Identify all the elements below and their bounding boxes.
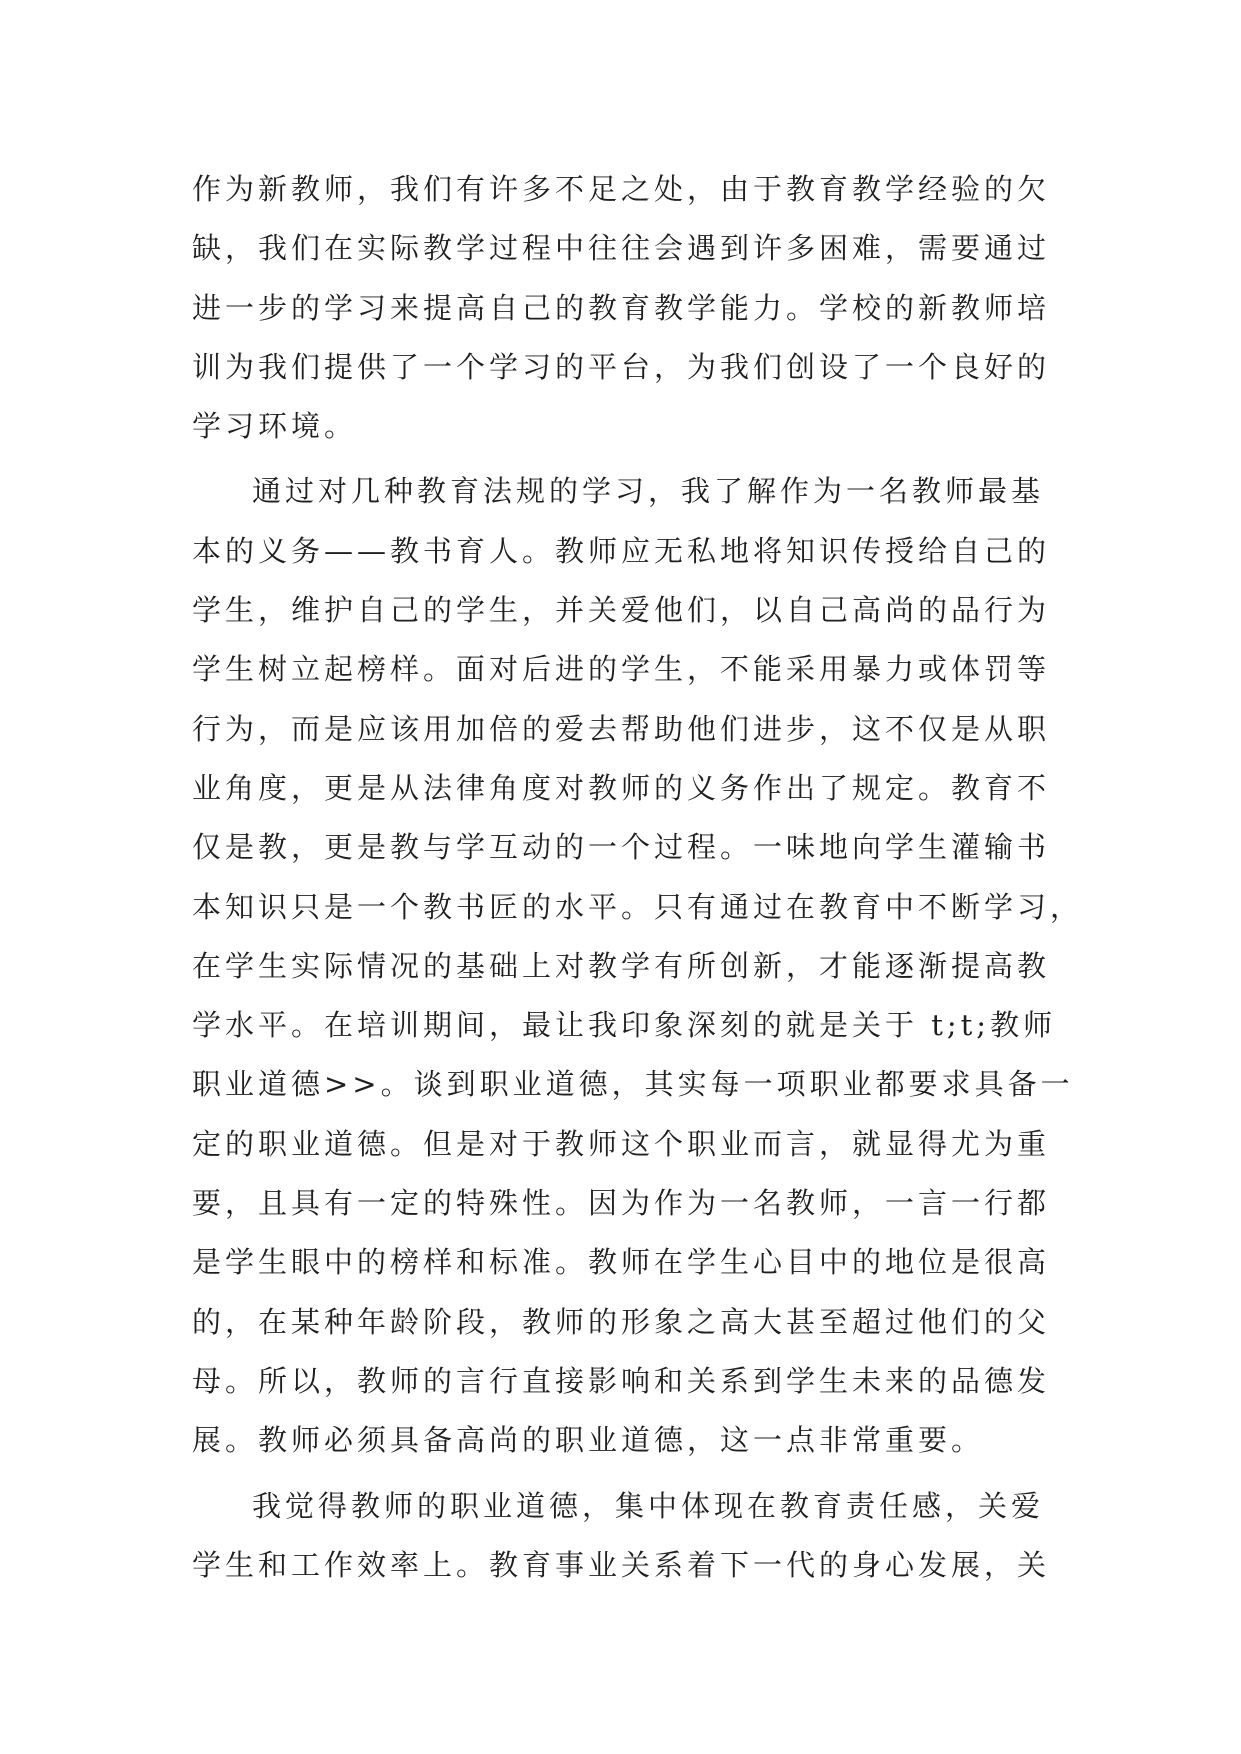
text-line: 职业道德>>。谈到职业道德，其实每一项职业都要求具备一 xyxy=(192,1067,1074,1102)
text-line: 在学生实际情况的基础上对教学有所创新，才能逐渐提高教 xyxy=(192,948,1051,983)
paragraph-2 xyxy=(192,462,1084,1470)
text-line: 学生，维护自己的学生，并关爱他们，以自己高尚的品行为 xyxy=(192,593,1051,628)
text-line: 学生树立起榜样。面对后进的学生，不能采用暴力或体罚等 xyxy=(192,652,1051,687)
text-line: 我觉得教师的职业道德，集中体现在教育责任感，关爱 xyxy=(252,1488,1045,1523)
text-line: 行为，而是应该用加倍的爱去帮助他们进步，这不仅是从职 xyxy=(192,711,1051,746)
text-line: 进一步的学习来提高自己的教育教学能力。学校的新教师培 xyxy=(192,290,1051,325)
text-line: 本的义务——教书育人。教师应无私地将知识传授给自己的 xyxy=(192,533,1051,568)
text-line: 是学生眼中的榜样和标准。教师在学生心目中的地位是很高 xyxy=(192,1245,1051,1280)
text-line: 训为我们提供了一个学习的平台，为我们创设了一个良好的 xyxy=(192,349,1051,384)
text-line: 定的职业道德。但是对于教师这个职业而言，就显得尤为重 xyxy=(192,1126,1051,1161)
text-line: 的，在某种年龄阶段，教师的形象之高大甚至超过他们的父 xyxy=(192,1304,1051,1339)
text-line: 母。所以，教师的言行直接影响和关系到学生未来的品德发 xyxy=(192,1363,1051,1398)
text-line: 仅是教，更是教与学互动的一个过程。一味地向学生灌输书 xyxy=(192,830,1051,865)
text-line: 学生和工作效率上。教育事业关系着下一代的身心发展，关 xyxy=(192,1547,1051,1582)
paragraph-1 xyxy=(192,160,1052,456)
text-line: 学水平。在培训期间，最让我印象深刻的就是关于 t;t;教师 xyxy=(192,1008,1057,1043)
text-line: 业角度，更是从法律角度对教师的义务作出了规定。教育不 xyxy=(192,770,1051,805)
text-line: 要，且具有一定的特殊性。因为作为一名教师，一言一行都 xyxy=(192,1186,1051,1221)
text-line: 本知识只是一个教书匠的水平。只有通过在教育中不断学习， xyxy=(192,889,1084,924)
text-line: 通过对几种教育法规的学习，我了解作为一名教师最基 xyxy=(252,474,1045,509)
text-line: 展。教师必须具备高尚的职业道德，这一点非常重要。 xyxy=(192,1423,985,1458)
text-line: 学习环境。 xyxy=(192,409,358,444)
document-body xyxy=(192,160,1084,1595)
text-line: 作为新教师，我们有许多不足之处，由于教育教学经验的欠 xyxy=(192,172,1051,206)
paragraph-3 xyxy=(192,1477,1052,1596)
text-line: 缺，我们在实际教学过程中往往会遇到许多困难，需要通过 xyxy=(192,231,1051,266)
